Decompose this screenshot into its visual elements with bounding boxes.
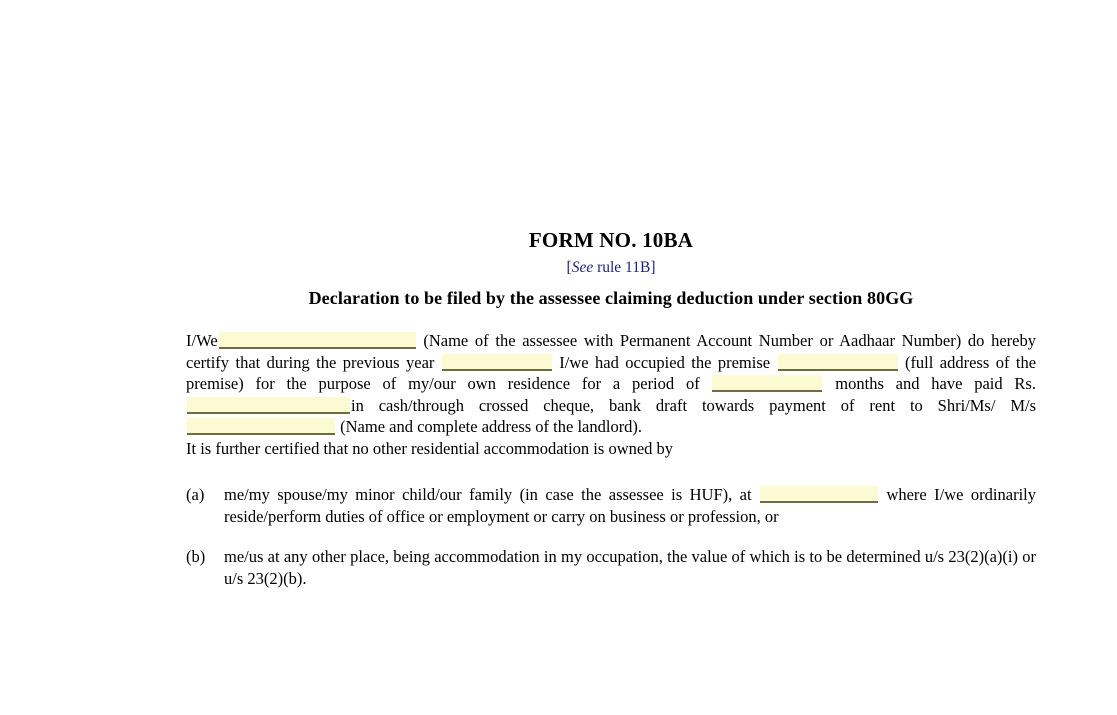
text-after-amount: in cash/through crossed cheque, bank draft towards payment of rent to Shri/Ms/ M/s — [351, 395, 1036, 415]
period-months-field[interactable] — [712, 375, 822, 392]
further-certification-text: It is further certified that no other residential accommodation is owned by — [186, 438, 674, 458]
rule-reference — [186, 256, 1036, 279]
rule-reference-rest: rule 11B] — [593, 258, 656, 276]
list-a-text-before-blank: me/my spouse/my minor child/our family (in case the assessee is HUF), at — [224, 485, 752, 504]
text-iwe: I/We — [186, 331, 218, 350]
list-item-marker-a: (a) — [186, 485, 205, 504]
list-item — [186, 546, 1036, 589]
landlord-details-field[interactable] — [187, 418, 335, 435]
declaration-body — [186, 330, 1036, 459]
text-after-premise: (full address of the premise) for the purpose of my/our own residence for a period of — [186, 352, 1037, 393]
list-item-text-a — [224, 484, 1036, 527]
text-after-period: months and have paid Rs. — [823, 374, 1036, 393]
list-item-text-b: me/us at any other place, being accommodation in my occupation, the value of which is to be determined u/s 23(2)(a)(i) or u/s 23(2)(b). — [224, 547, 1036, 588]
text-after-name: (Name of the assessee with Permanent Account Number or Aadhaar Number) do hereby certify that during the previous year — [186, 331, 1036, 372]
rent-amount-field[interactable] — [187, 397, 350, 414]
place-of-residence-field[interactable] — [760, 486, 878, 503]
declaration-subtitle: Declaration to be filed by the assessee claiming deduction under section 80GG — [308, 288, 914, 309]
text-after-landlord: (Name and complete address of the landlord). — [336, 417, 643, 436]
page-title: FORM NO. 10BA — [528, 228, 694, 252]
list-item-marker-b: (b) — [186, 547, 206, 566]
assessee-name-field[interactable] — [219, 332, 416, 349]
conditions-list — [186, 484, 1036, 608]
previous-year-field[interactable] — [442, 354, 552, 371]
list-item — [186, 484, 1036, 527]
text-after-year: I/we had occupied the premise — [552, 352, 771, 372]
premise-address-field[interactable] — [778, 354, 898, 371]
declaration-paragraph — [186, 330, 1036, 438]
rule-reference-see-word: See — [571, 258, 594, 276]
document-heading — [186, 228, 1036, 310]
list-a-text-after-blank: where I/we ordinarily reside/perform duties of office or employment or carry on business or profession, or — [224, 485, 1036, 526]
rule-reference-open-bracket: [ — [566, 258, 572, 276]
